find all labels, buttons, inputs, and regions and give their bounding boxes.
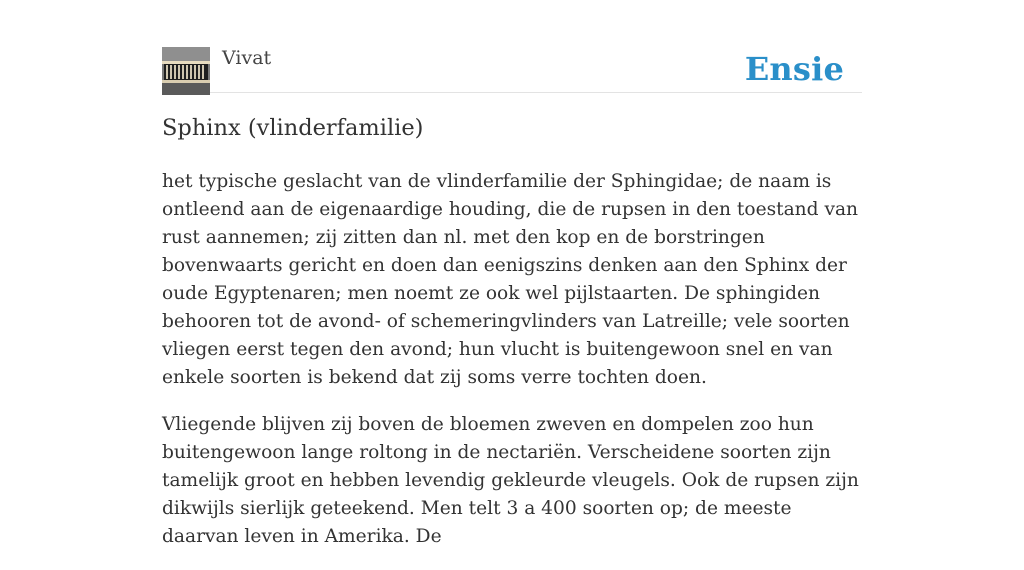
author-name[interactable]: Vivat	[222, 47, 272, 69]
bookshelf-icon	[162, 47, 210, 95]
page-title: Sphinx (vlinderfamilie)	[162, 115, 424, 141]
avatar[interactable]	[162, 47, 210, 95]
site-header	[162, 46, 862, 93]
article-body	[162, 168, 862, 570]
article-paragraph: het typische geslacht van de vlinderfamilie der Sphingidae; de naam is ontleend aan de eigenaardige houding, die de rupsen in den toestand van rust aannemen; zij zitten dan nl. met den kop en de borstringen bovenwaarts gericht en doen dan eenigszins denken aan den Sphinx der oude Egyptenaren; men noemt ze ook wel pijlstaarten. De sphingiden behooren tot de avond- of schemeringvlinders van Latreille; vele soorten vliegen eerst tegen den avond; hun vlucht is buitengewoon snel en van enkele soorten is bekend dat zij soms verre tochten doen.	[162, 171, 859, 388]
ensie-logo[interactable]: Ensie	[744, 50, 844, 88]
article-paragraph: Vliegende blijven zij boven de bloemen zweven en dompelen zoo hun buitengewoon lange roltong in de nectariën. Verscheidene soorten zijn tamelijk groot en hebben levendig gekleurde vleugels. Ook de rupsen zijn dikwijls sierlijk geteekend. Men telt 3 a 400 soorten op; de meeste daarvan leven in Amerika. De	[162, 414, 859, 547]
